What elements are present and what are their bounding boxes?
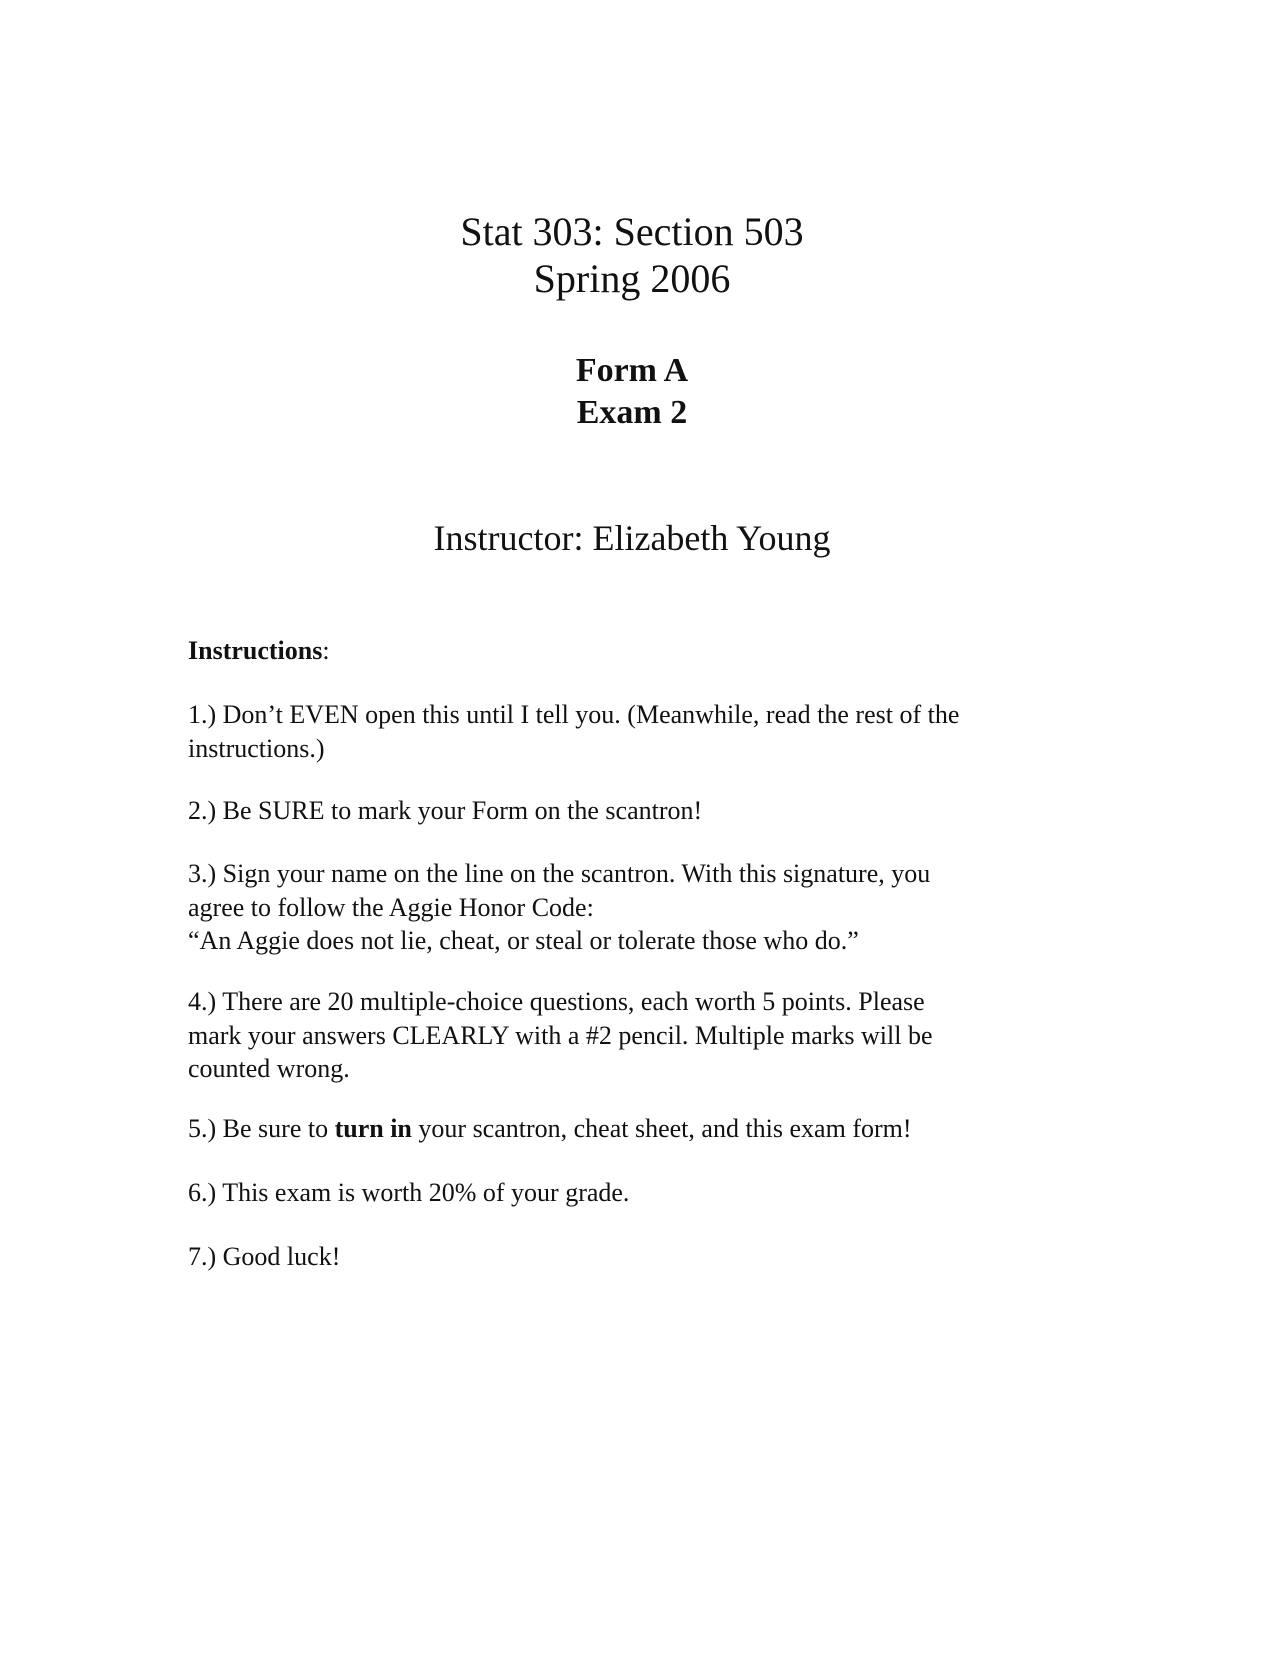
instruction-item-3-line-1: 3.) Sign your name on the line on the scantron. With this signature, you <box>188 859 931 888</box>
instruction-item-5-suffix: your scantron, cheat sheet, and this exam form! <box>411 1114 912 1143</box>
term-title: Spring 2006 <box>533 256 731 301</box>
honor-code-quote: “An Aggie does not lie, cheat, or steal or tolerate those who do.” <box>188 926 859 955</box>
instructions-heading-label: Instructions <box>188 636 323 665</box>
instruction-item-3-line-2: agree to follow the Aggie Honor Code: <box>188 892 594 922</box>
instruction-item-6 <box>188 1176 1088 1210</box>
instruction-item-6-line-1: 6.) This exam is worth 20% of your grade. <box>188 1178 630 1207</box>
instructions-heading-colon: : <box>322 636 330 665</box>
course-title: Stat 303: Section 503 <box>460 209 804 254</box>
form-label: Form A <box>575 352 689 389</box>
instruction-item-2 <box>188 794 1088 828</box>
instruction-item-4 <box>188 985 1088 1086</box>
instruction-item-2-line-1: 2.) Be SURE to mark your Form on the scantron! <box>188 796 703 825</box>
instruction-item-5 <box>188 1112 1088 1146</box>
instructor-line: Instructor: Elizabeth Young <box>433 518 831 558</box>
instruction-item-3 <box>188 857 1088 958</box>
instructions-heading <box>188 634 1088 668</box>
instruction-item-5-prefix: 5.) Be sure to <box>188 1114 335 1143</box>
instruction-item-1-line-1: 1.) Don’t EVEN open this until I tell you. (Meanwhile, read the rest of the <box>188 700 960 729</box>
instruction-item-1-line-2: instructions.) <box>188 733 325 763</box>
exam-label: Exam 2 <box>576 394 688 431</box>
instruction-item-7 <box>188 1240 1088 1274</box>
instruction-item-5-emphasis: turn in <box>334 1114 412 1143</box>
instruction-item-4-line-1: 4.) There are 20 multiple-choice questions, each worth 5 points. Please <box>188 987 925 1016</box>
instruction-item-5-line-1 <box>188 1112 1088 1146</box>
instruction-item-4-line-3: counted wrong. <box>188 1054 350 1083</box>
instruction-item-4-line-2: mark your answers CLEARLY with a #2 pencil. Multiple marks will be <box>188 1020 933 1050</box>
instruction-item-7-line-1: 7.) Good luck! <box>188 1242 341 1271</box>
instruction-item-1 <box>188 698 1088 765</box>
